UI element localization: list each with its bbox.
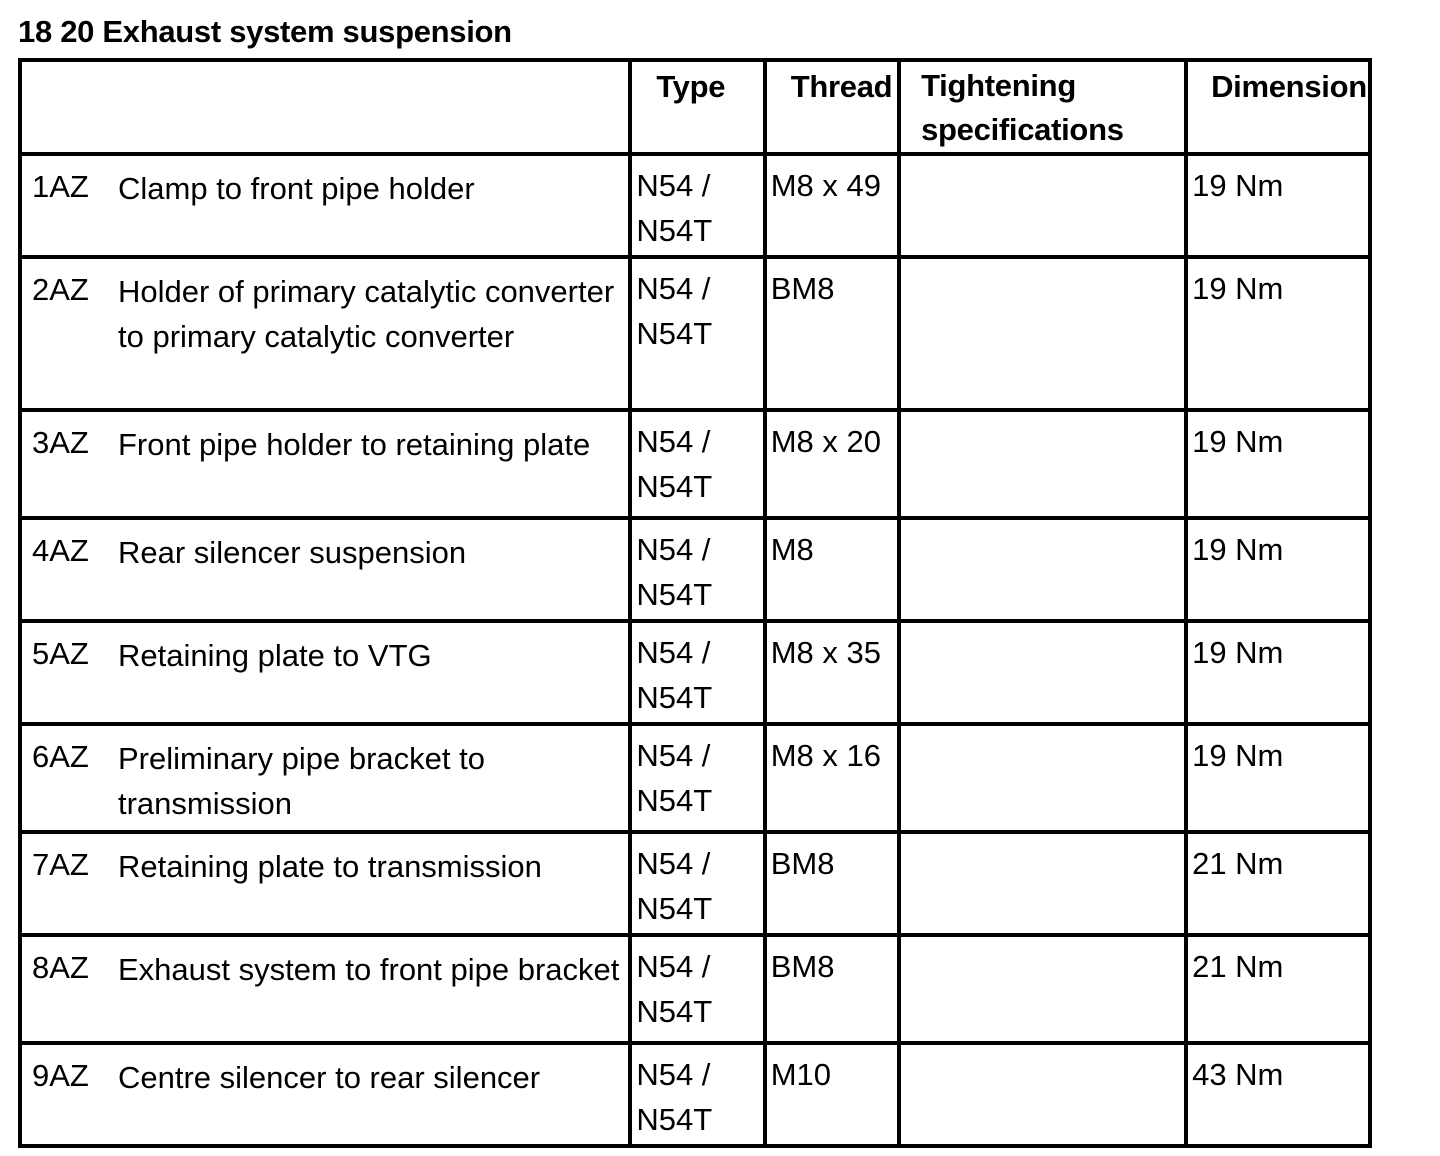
header-dimension: Dimension bbox=[1186, 60, 1370, 154]
tightening-value bbox=[901, 156, 1184, 163]
dimension-cell bbox=[1186, 832, 1370, 935]
type-value: N54 / N54T bbox=[636, 168, 713, 248]
tightening-value bbox=[901, 1045, 1184, 1052]
item-code: 9AZ bbox=[32, 1058, 89, 1093]
dimension-cell bbox=[1186, 1043, 1370, 1146]
header-item bbox=[20, 60, 630, 154]
thread-value: M8 x 20 bbox=[770, 424, 881, 459]
type-cell bbox=[630, 154, 764, 257]
item-cell bbox=[20, 257, 630, 410]
type-value: N54 / N54T bbox=[636, 949, 713, 1029]
thread-cell bbox=[765, 832, 899, 935]
dimension-value: 21 Nm bbox=[1192, 949, 1284, 984]
dimension-cell bbox=[1186, 935, 1370, 1043]
item-cell bbox=[20, 621, 630, 724]
thread-cell bbox=[765, 935, 899, 1043]
tightening-cell bbox=[899, 621, 1186, 724]
thread-cell bbox=[765, 410, 899, 518]
item-description: Clamp to front pipe holder bbox=[118, 171, 475, 206]
table-row bbox=[20, 724, 1370, 832]
header-type: Type bbox=[630, 60, 764, 154]
item-description: Rear silencer suspension bbox=[118, 535, 467, 570]
dimension-cell bbox=[1186, 257, 1370, 410]
type-cell bbox=[630, 724, 764, 832]
item-code: 1AZ bbox=[32, 169, 89, 204]
thread-cell bbox=[765, 154, 899, 257]
table-row bbox=[20, 154, 1370, 257]
tightening-cell bbox=[899, 257, 1186, 410]
item-description: Exhaust system to front pipe bracket bbox=[118, 952, 620, 987]
thread-value: M8 x 49 bbox=[770, 168, 881, 203]
item-description: Preliminary pipe bracket to transmission bbox=[118, 741, 485, 821]
item-cell bbox=[20, 1043, 630, 1146]
type-value: N54 / N54T bbox=[636, 271, 713, 351]
item-code: 7AZ bbox=[32, 847, 89, 882]
dimension-value: 19 Nm bbox=[1192, 532, 1284, 567]
thread-value: M10 bbox=[770, 1057, 832, 1092]
table-row bbox=[20, 832, 1370, 935]
dimension-cell bbox=[1186, 518, 1370, 621]
dimension-value: 43 Nm bbox=[1192, 1057, 1284, 1092]
type-cell bbox=[630, 935, 764, 1043]
table-row bbox=[20, 621, 1370, 724]
dimension-cell bbox=[1186, 621, 1370, 724]
dimension-value: 19 Nm bbox=[1192, 635, 1284, 670]
thread-value: BM8 bbox=[770, 271, 835, 306]
type-cell bbox=[630, 621, 764, 724]
type-cell bbox=[630, 410, 764, 518]
thread-value: M8 x 35 bbox=[770, 635, 881, 670]
header-thread: Thread bbox=[765, 60, 899, 154]
tightening-value bbox=[901, 412, 1184, 419]
item-description: Front pipe holder to retaining plate bbox=[118, 427, 591, 462]
type-value: N54 / N54T bbox=[636, 635, 713, 715]
dimension-cell bbox=[1186, 724, 1370, 832]
type-value: N54 / N54T bbox=[636, 424, 713, 504]
thread-value: BM8 bbox=[770, 949, 835, 984]
dimension-value: 19 Nm bbox=[1192, 271, 1284, 306]
type-value: N54 / N54T bbox=[636, 846, 713, 926]
item-description: Retaining plate to transmission bbox=[118, 849, 542, 884]
item-cell bbox=[20, 154, 630, 257]
thread-cell bbox=[765, 724, 899, 832]
item-description: Retaining plate to VTG bbox=[118, 638, 432, 673]
type-value: N54 / N54T bbox=[636, 738, 713, 818]
item-code: 2AZ bbox=[32, 272, 89, 307]
item-code: 6AZ bbox=[32, 739, 89, 774]
item-code: 5AZ bbox=[32, 636, 89, 671]
tightening-cell bbox=[899, 1043, 1186, 1146]
item-cell bbox=[20, 410, 630, 518]
tightening-value bbox=[901, 520, 1184, 527]
table-body bbox=[20, 154, 1370, 1146]
type-value: N54 / N54T bbox=[636, 532, 713, 612]
item-description: Centre silencer to rear silencer bbox=[118, 1060, 541, 1095]
dimension-value: 19 Nm bbox=[1192, 738, 1284, 773]
dimension-cell bbox=[1186, 410, 1370, 518]
table-row bbox=[20, 518, 1370, 621]
exhaust-suspension-table bbox=[18, 58, 1372, 1148]
header-tightening-specifications: Tightening specifications bbox=[899, 60, 1186, 154]
tightening-cell bbox=[899, 410, 1186, 518]
dimension-value: 19 Nm bbox=[1192, 168, 1284, 203]
item-cell bbox=[20, 518, 630, 621]
thread-cell bbox=[765, 257, 899, 410]
item-description: Holder of primary catalytic converter to primary catalytic converter bbox=[118, 274, 615, 354]
page-title: 18 20 Exhaust system suspension bbox=[18, 14, 512, 49]
table-header-row bbox=[20, 60, 1370, 154]
dimension-value: 21 Nm bbox=[1192, 846, 1284, 881]
table-row bbox=[20, 935, 1370, 1043]
tightening-value bbox=[901, 937, 1184, 944]
dimension-value: 19 Nm bbox=[1192, 424, 1284, 459]
tightening-value bbox=[901, 834, 1184, 841]
tightening-value bbox=[901, 726, 1184, 733]
item-cell bbox=[20, 935, 630, 1043]
table-row bbox=[20, 1043, 1370, 1146]
tightening-cell bbox=[899, 935, 1186, 1043]
item-cell bbox=[20, 832, 630, 935]
type-value: N54 / N54T bbox=[636, 1057, 713, 1137]
thread-value: M8 x 16 bbox=[770, 738, 881, 773]
tightening-cell bbox=[899, 518, 1186, 621]
table-row bbox=[20, 257, 1370, 410]
type-cell bbox=[630, 832, 764, 935]
dimension-cell bbox=[1186, 154, 1370, 257]
thread-cell bbox=[765, 1043, 899, 1146]
thread-cell bbox=[765, 518, 899, 621]
thread-value: BM8 bbox=[770, 846, 835, 881]
item-code: 4AZ bbox=[32, 533, 89, 568]
item-code: 8AZ bbox=[32, 950, 89, 985]
tightening-cell bbox=[899, 154, 1186, 257]
item-code: 3AZ bbox=[32, 425, 89, 460]
type-cell bbox=[630, 1043, 764, 1146]
tightening-value bbox=[901, 623, 1184, 630]
thread-value: M8 bbox=[770, 532, 814, 567]
item-cell bbox=[20, 724, 630, 832]
table-row bbox=[20, 410, 1370, 518]
type-cell bbox=[630, 518, 764, 621]
tightening-cell bbox=[899, 724, 1186, 832]
thread-cell bbox=[765, 621, 899, 724]
type-cell bbox=[630, 257, 764, 410]
tightening-value bbox=[901, 259, 1184, 266]
tightening-cell bbox=[899, 832, 1186, 935]
